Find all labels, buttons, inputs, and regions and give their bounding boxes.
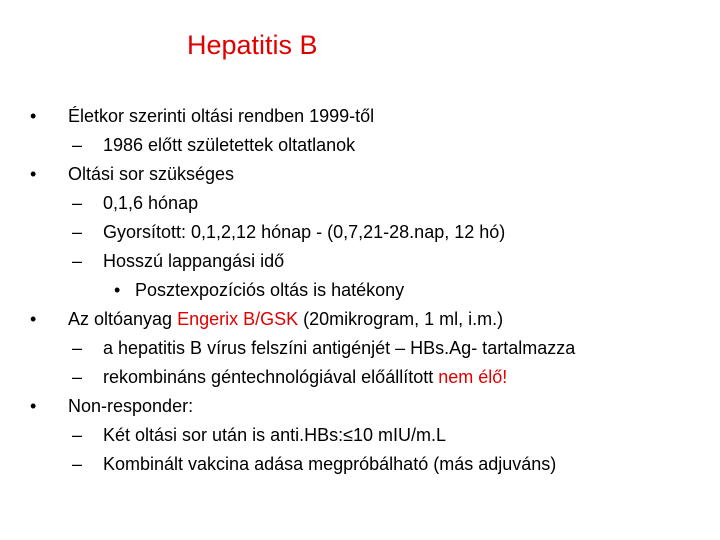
dash-marker: –: [72, 367, 83, 387]
bullet-item: [30, 162, 235, 186]
sub-item: [72, 336, 576, 360]
bullet-item: [30, 104, 375, 128]
sub-item: [72, 249, 285, 273]
text-part: Az oltóanyag: [68, 309, 178, 329]
sub-item-text: a hepatitis B vírus felszíni antigénjét – HBs.Ag- tartalmazza: [103, 338, 576, 358]
bullet-marker: •: [30, 164, 37, 184]
bullet-text: Életkor szerinti oltási rendben 1999-től: [68, 106, 375, 126]
bullet-item: [30, 307, 504, 331]
sub-item-text: Hosszú lappangási idő: [103, 251, 285, 271]
sub-item: [72, 452, 557, 476]
dash-marker: –: [72, 222, 83, 242]
vaccine-name: Engerix B/GSK: [177, 309, 299, 329]
sub-item-text: Két oltási sor után is anti.HBs:≤10 mIU/m.L: [103, 425, 447, 445]
dash-marker: –: [72, 135, 83, 155]
dash-marker: –: [72, 251, 83, 271]
sub-item: [72, 365, 508, 389]
bullet-marker: •: [30, 309, 37, 329]
dash-marker: –: [72, 338, 83, 358]
bullet-item: [30, 394, 194, 418]
bullet-marker: •: [30, 106, 37, 126]
bullet-marker: •: [30, 396, 37, 416]
sub-item-text: [103, 367, 507, 387]
sub-item: [72, 191, 199, 215]
sub-item-text: Gyorsított: 0,1,2,12 hónap - (0,7,21-28.nap, 12 hó): [103, 222, 506, 242]
sub-sub-item: [114, 278, 405, 302]
highlight-text: nem élő!: [438, 367, 508, 387]
sub-sub-item-text: Posztexpozíciós oltás is hatékony: [135, 280, 405, 300]
sub-item-text: 0,1,6 hónap: [103, 193, 199, 213]
sub-item-text: Kombinált vakcina adása megpróbálható (más adjuváns): [103, 454, 557, 474]
bullet-text: [68, 309, 503, 329]
bullet-marker: •: [114, 280, 121, 300]
dash-marker: –: [72, 193, 83, 213]
sub-item: [72, 220, 506, 244]
bullet-text: Oltási sor szükséges: [68, 164, 235, 184]
sub-item-text: 1986 előtt születettek oltatlanok: [103, 135, 356, 155]
dash-marker: –: [72, 454, 83, 474]
text-part: (20mikrogram, 1 ml, i.m.): [298, 309, 504, 329]
sub-item: [72, 423, 447, 447]
sub-item: [72, 133, 356, 157]
dash-marker: –: [72, 425, 83, 445]
text-part: rekombináns géntechnológiával előállított: [103, 367, 439, 387]
slide-title: Hepatitis B: [187, 30, 318, 60]
bullet-text: Non-responder:: [68, 396, 194, 416]
